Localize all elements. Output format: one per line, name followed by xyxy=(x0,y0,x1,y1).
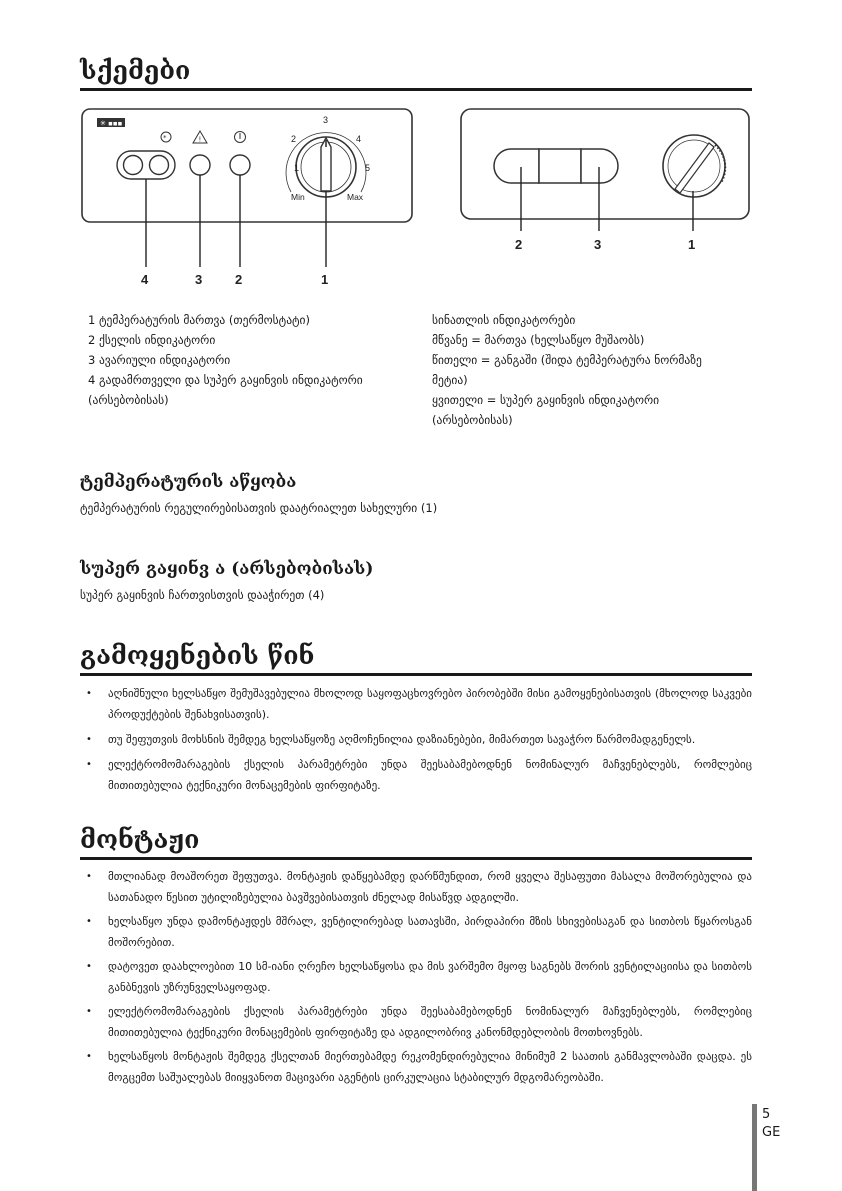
callout-3: 3 xyxy=(195,272,203,287)
callout-3-right: 3 xyxy=(594,237,602,252)
installation-list xyxy=(80,866,752,1088)
legend-item: 1 ტემპერატურის მართვა (თერმოსტატი) xyxy=(88,313,310,327)
legend-right xyxy=(432,310,702,430)
page-number-value: 5 xyxy=(762,1107,771,1122)
list-item: • ელექტრომომარაგების ქსელის პარამეტრები უნდა შეესაბამებოდნენ ნომინალურ მაჩვენებლებს, რომლებიც მითითებულია ტექნიკური მონაცემების ფირფიტაზე და ადგილობრივ კანონმდებლობის მოთხოვნებს. xyxy=(80,1001,752,1043)
dial-min-label: Min xyxy=(291,192,305,202)
thermostat-knob xyxy=(663,135,725,197)
legend-item: 3 ავარიული ინდიკატორი xyxy=(88,353,231,367)
dial-mark-5: 5 xyxy=(365,163,371,173)
legend-item: (არსებობისას) xyxy=(88,393,169,407)
list-item: • ხელსაწყოს მონტაჟის შემდეგ ქსელთან მიერთებამდე რეკომენდირებულია მინიმუმ 2 საათის განმავლობაში დაცდა. ეს მოგცემთ საშუალებას მიიყვანოთ მაცივარი აგენტის ცირკულაცია სტაბილურ მდგომარეობაში. xyxy=(80,1046,752,1088)
callout-1: 1 xyxy=(321,272,329,287)
super-freeze-lamp-icon xyxy=(124,156,143,175)
control-panel-diagram-left xyxy=(80,107,414,292)
super-freeze-lamp-icon xyxy=(150,156,169,175)
section-heading-before-use: გამოყენების წინ xyxy=(80,641,752,676)
callout-1-right: 1 xyxy=(688,237,696,252)
legend-item: სინათლის ინდიკატორები xyxy=(432,313,576,327)
legend-item: ყვითელი = სუპერ გაყინვის ინდიკატორი xyxy=(432,393,660,407)
list-item: • თუ შეფუთვის მოხსნის შემდეგ ხელსაწყოზე აღმოჩენილია დაზიანებები, მიმართეთ სავაჭრო წარმომადგენელს. xyxy=(80,729,752,750)
callout-2: 2 xyxy=(235,272,243,287)
section-heading-temperature: ტემპერატურის აწყობა xyxy=(80,472,297,492)
legend-left xyxy=(88,310,363,410)
alarm-lamp-icon xyxy=(190,155,210,175)
before-use-list xyxy=(80,683,752,796)
power-lamp-icon xyxy=(230,155,250,175)
legend-item: 4 გადამრთველი და სუპერ გაყინვის ინდიკატორი xyxy=(88,373,363,387)
section-heading-installation: მონტაჟი xyxy=(80,825,752,860)
page-language: GE xyxy=(762,1125,781,1140)
callout-2-right: 2 xyxy=(515,237,523,252)
legend-item: მწვანე = მართვა (ხელსაწყო მუშაობს) xyxy=(432,333,645,347)
list-item: • მთლიანად მოაშორეთ შეფუთვა. მონტაჟის დაწყებამდე დარწმუნდით, რომ ყველა შესაფუთი მასალა მოშორებულია და სათანადო წესით უტილიზებულია ბავშვებისათვის ძნელად მისაწვდ ადგილში. xyxy=(80,866,752,908)
svg-text:*: * xyxy=(163,134,167,142)
callout-4: 4 xyxy=(141,272,149,287)
page-number xyxy=(762,1106,780,1142)
super-freeze-instruction: სუპერ გაყინვის ჩართვისთვის დააჭირეთ (4) xyxy=(80,588,325,602)
section-heading-schemes: სქემები xyxy=(80,56,752,91)
svg-text:!: ! xyxy=(198,135,202,144)
dial-mark-2: 2 xyxy=(291,134,297,144)
list-item: • ელექტრომომარაგების ქსელის პარამეტრები უნდა შეესაბამებოდნენ ნომინალურ მაჩვენებლებს, რომლებიც მითითებულია ტექნიკური მონაცემების ფირფიტაზე. xyxy=(80,754,752,796)
dial-max-label: Max xyxy=(347,192,364,202)
dial-mark-1: 1 xyxy=(294,163,300,173)
temperature-instruction: ტემპერატურის რეგულირებისათვის დაატრიალეთ სახელური (1) xyxy=(80,501,438,515)
legend-item: (არსებობისას) xyxy=(432,413,513,427)
page-edge-bar xyxy=(752,1104,757,1191)
legend-item: მეტია) xyxy=(432,373,468,387)
dial-mark-4: 4 xyxy=(356,134,362,144)
svg-text:✳ ▪▪▪: ✳ ▪▪▪ xyxy=(100,119,123,128)
super-freeze-symbol-icon xyxy=(97,118,125,128)
list-item: • დატოვეთ დაახლოებით 10 სმ-იანი ღრეჩო ხელსაწყოსა და მის ვარშემო მყოფ საგნებს შორის ვენტილაციისა და სითბოს განბნევის უზრუნველსაყოფად. xyxy=(80,956,752,998)
section-heading-super-freeze: სუპერ გაყინვ ა (არსებობისას) xyxy=(80,559,374,579)
dial-mark-3: 3 xyxy=(323,115,329,125)
legend-item: წითელი = განგაში (შიდა ტემპერატურა ნორმაზე xyxy=(432,353,702,367)
list-item: • აღნიშნული ხელსაწყო შემუშავებულია მხოლოდ საყოფაცხოვრებო პირობებში მისი გამოყენებისათვის (მხოლოდ საკვები პროდუქტების შენახვისათვის). xyxy=(80,683,752,725)
control-panel-diagram-right xyxy=(459,107,753,257)
legend-item: 2 ქსელის ინდიკატორი xyxy=(88,333,216,347)
list-item: • ხელსაწყო უნდა დამონტაჟდეს მშრალ, ვენტილირებად სათავსში, პირდაპირი მზის სხივებისაგან და სითბოს წყაროსგან მოშორებით. xyxy=(80,911,752,953)
